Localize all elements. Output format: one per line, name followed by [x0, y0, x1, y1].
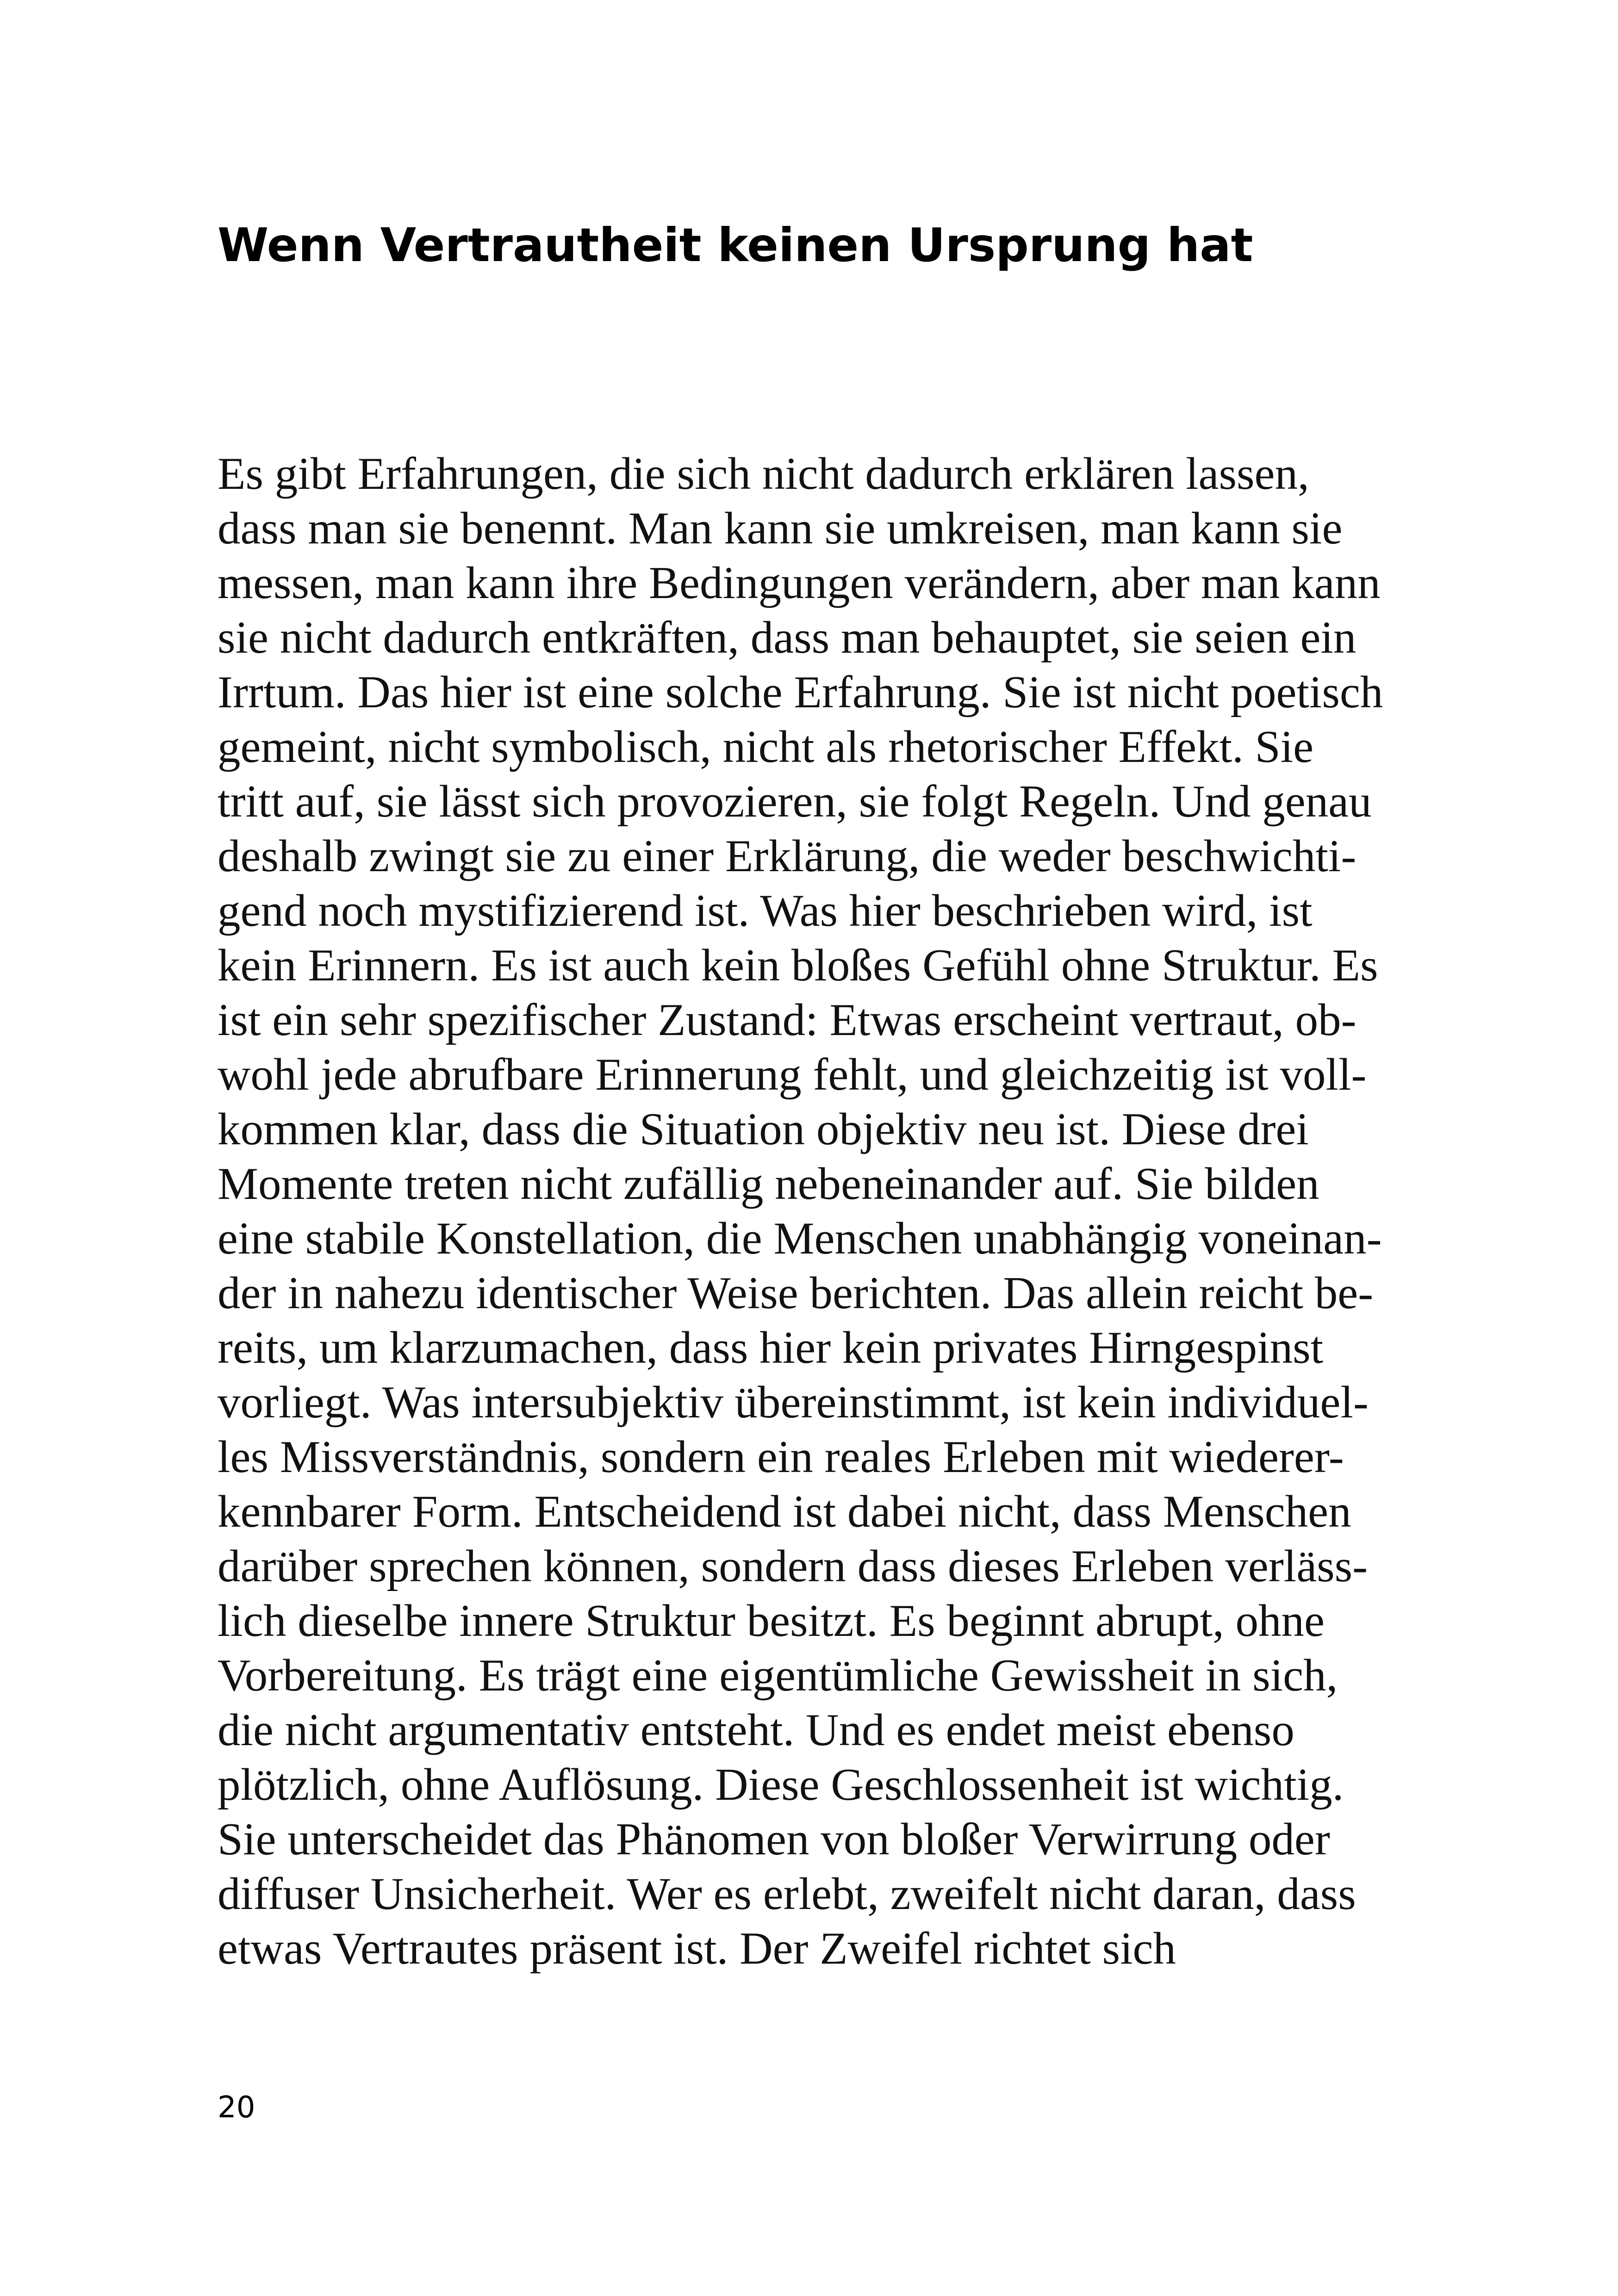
text-line: kommen klar, dass die Situation objektiv neu ist. Diese drei — [218, 1104, 1309, 1154]
chapter-title: Wenn Vertrautheit keinen Ursprung hat — [218, 218, 1253, 272]
text-line: Irrtum. Das hier ist eine solche Erfahrung. Sie ist nicht poetisch — [218, 667, 1383, 718]
text-line: reits, um klarzumachen, dass hier kein privates Hirngespinst — [218, 1323, 1324, 1373]
body-paragraph — [218, 447, 1402, 1976]
text-line: darüber sprechen können, sondern dass dieses Erleben verläss- — [218, 1541, 1368, 1591]
text-line: kennbarer Form. Entscheidend ist dabei nicht, dass Menschen — [218, 1486, 1351, 1537]
page-number: 20 — [218, 2090, 255, 2125]
text-line: diffuser Unsicherheit. Wer es erlebt, zweifelt nicht daran, dass — [218, 1869, 1356, 1919]
text-line: die nicht argumentativ entsteht. Und es endet meist ebenso — [218, 1705, 1294, 1755]
text-line: tritt auf, sie lässt sich provozieren, sie folgt Regeln. Und genau — [218, 776, 1372, 827]
text-line: eine stabile Konstellation, die Menschen unabhängig voneinan- — [218, 1213, 1382, 1264]
text-line: messen, man kann ihre Bedingungen verändern, aber man kann — [218, 558, 1381, 608]
text-line: deshalb zwingt sie zu einer Erklärung, die weder beschwichti- — [218, 831, 1357, 881]
text-line: gend noch mystifizierend ist. Was hier beschrieben wird, ist — [218, 886, 1313, 936]
text-line: vorliegt. Was intersubjektiv übereinstimmt, ist kein individuel- — [218, 1377, 1369, 1428]
text-line: Sie unterscheidet das Phänomen von bloßer Verwirrung oder — [218, 1814, 1330, 1865]
text-line: Es gibt Erfahrungen, die sich nicht dadurch erklären lassen, — [218, 449, 1309, 499]
text-line: Vorbereitung. Es trägt eine eigentümliche Gewissheit in sich, — [218, 1650, 1338, 1701]
text-line: gemeint, nicht symbolisch, nicht als rhetorischer Effekt. Sie — [218, 722, 1314, 772]
text-line: les Missverständnis, sondern ein reales Erleben mit wiederer- — [218, 1432, 1344, 1482]
text-line: dass man sie benennt. Man kann sie umkreisen, man kann sie — [218, 503, 1343, 554]
text-line: wohl jede abrufbare Erinnerung fehlt, und gleichzeitig ist voll- — [218, 1049, 1367, 1100]
text-line: lich dieselbe innere Struktur besitzt. Es beginnt abrupt, ohne — [218, 1596, 1325, 1646]
text-line: der in nahezu identischer Weise berichten. Das allein reicht be- — [218, 1268, 1374, 1318]
text-line: plötzlich, ohne Auflösung. Diese Geschlossenheit ist wichtig. — [218, 1759, 1344, 1810]
text-line: Momente treten nicht zufällig nebeneinander auf. Sie bilden — [218, 1159, 1319, 1209]
text-line: kein Erinnern. Es ist auch kein bloßes Gefühl ohne Struktur. Es — [218, 940, 1378, 991]
text-line: etwas Vertrautes präsent ist. Der Zweifel richtet sich — [218, 1923, 1176, 1974]
text-line: sie nicht dadurch entkräften, dass man behauptet, sie seien ein — [218, 612, 1357, 663]
text-line: ist ein sehr spezifischer Zustand: Etwas erscheint vertraut, ob- — [218, 995, 1357, 1045]
